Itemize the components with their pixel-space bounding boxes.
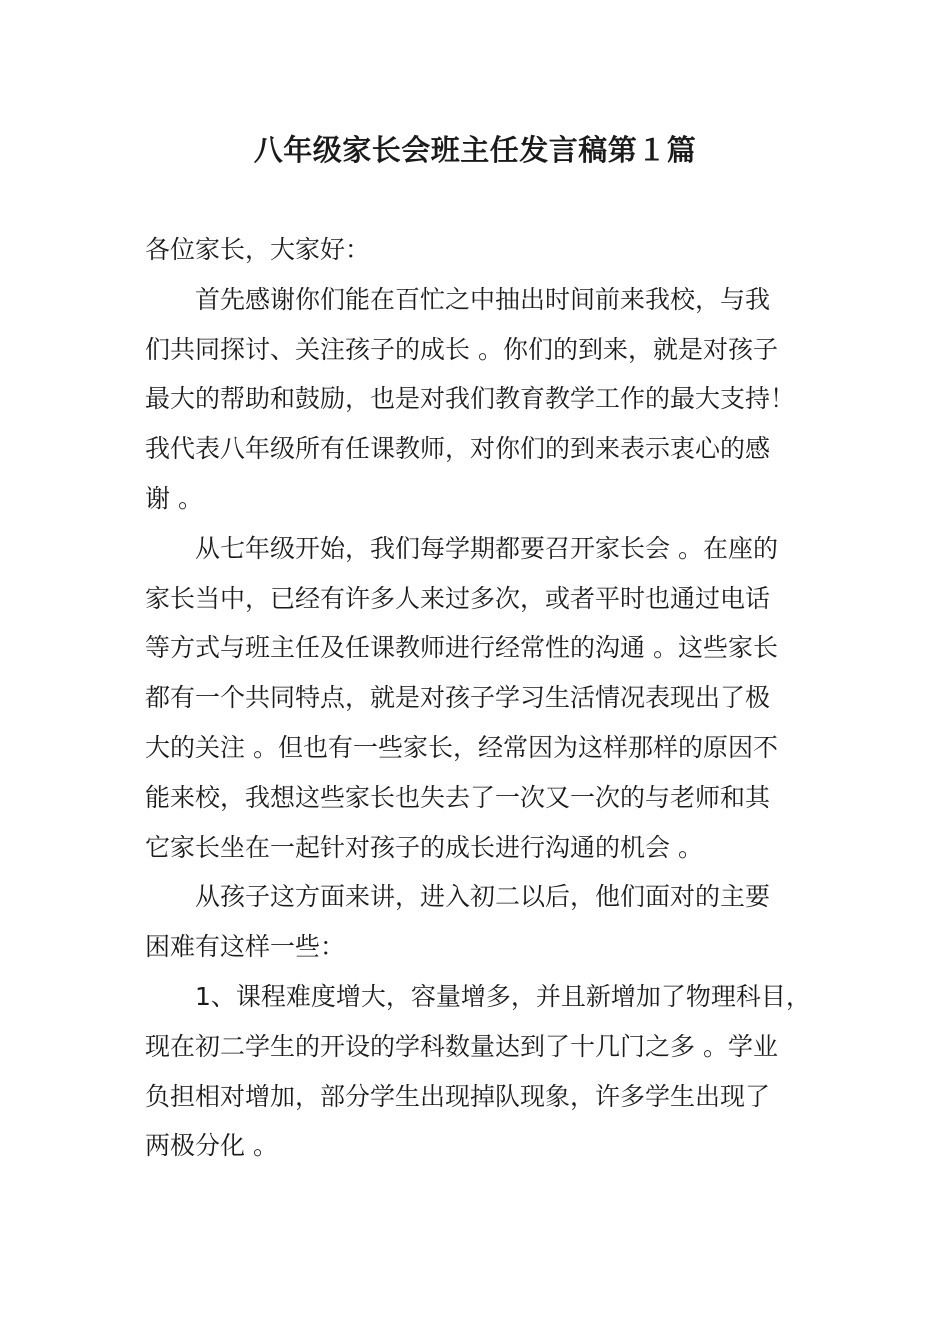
text-line: 大的关注 。但也有一些家长，经常因为这样那样的原因不 bbox=[145, 732, 778, 762]
text-line: 谢 。 bbox=[145, 483, 203, 513]
text-line: 首先感谢你们能在百忙之中抽出时间前来我校，与我 bbox=[195, 284, 771, 314]
text-line: 现在初二学生的开设的学科数量达到了十几门之多 。学业 bbox=[145, 1031, 778, 1061]
text-line: 等方式与班主任及任课教师进行经常性的沟通 。这些家长 bbox=[145, 633, 778, 663]
text-line: 负担相对增加，部分学生出现掉队现象，许多学生出现了 bbox=[145, 1081, 771, 1111]
text-line: 两极分化 。 bbox=[145, 1131, 278, 1161]
text-line: 能来校，我想这些家长也失去了一次又一次的与老师和其 bbox=[145, 782, 771, 812]
text-line: 家长当中，已经有许多人来过多次，或者平时也通过电话 bbox=[145, 583, 771, 613]
text-line: 困难有这样一些： bbox=[145, 932, 346, 962]
text-line: 从七年级开始，我们每学期都要召开家长会 。在座的 bbox=[195, 533, 778, 563]
text-line: 们共同探讨、关注孩子的成长 。你们的到来，就是对孩子 bbox=[145, 334, 778, 364]
text-line: 各位家长，大家好： bbox=[145, 235, 371, 264]
text-line: 都有一个共同特点，就是对孩子学习生活情况表现出了极 bbox=[145, 683, 771, 713]
text-line: 它家长坐在一起针对孩子的成长进行沟通的机会 。 bbox=[145, 832, 703, 862]
text-line: 1、课程难度增大，容量增多，并且新增加了物理科目， bbox=[195, 981, 811, 1011]
text-line: 最大的帮助和鼓励，也是对我们教育教学工作的最大支持！ bbox=[145, 384, 796, 414]
document-title: 八年级家长会班主任发言稿第１篇 bbox=[253, 133, 697, 167]
text-line: 从孩子这方面来讲，进入初二以后，他们面对的主要 bbox=[195, 882, 771, 912]
text-line: 我代表八年级所有任课教师，对你们的到来表示衷心的感 bbox=[145, 434, 771, 464]
document-body bbox=[145, 225, 817, 1171]
